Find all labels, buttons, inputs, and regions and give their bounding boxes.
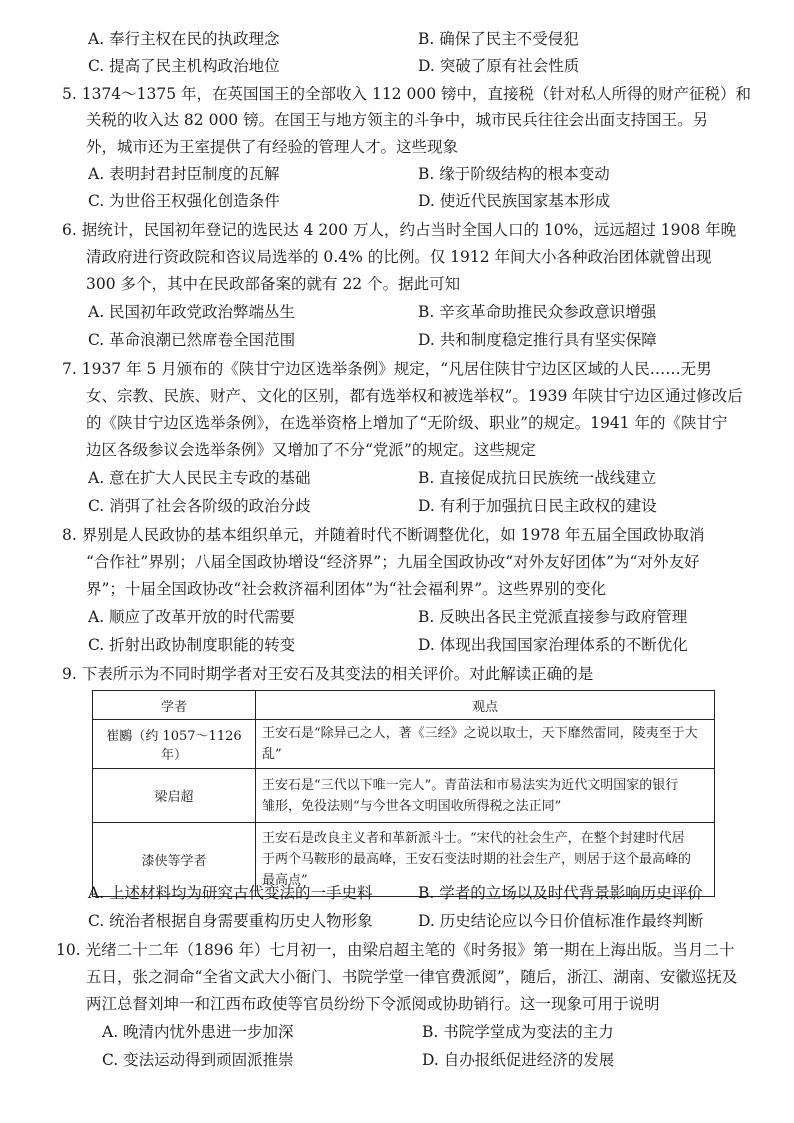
q7-stem-line-2: 女、宗教、民族、财产、文化的区别，都有选举权和被选举权”。1939 年陕甘宁边区通过修改后 bbox=[86, 387, 743, 405]
q4-option-b[interactable]: B. 确保了民主不受侵犯 bbox=[418, 30, 579, 48]
q6-option-a[interactable]: A. 民国初年政党政治弊端丛生 bbox=[88, 303, 296, 321]
q8-option-d[interactable]: D. 体现出我国国家治理体系的不断优化 bbox=[418, 636, 688, 654]
q5-option-d[interactable]: D. 使近代民族国家基本形成 bbox=[418, 192, 611, 210]
q6-stem-line-3: 300 多个，其中在民政部备案的就有 22 个。据此可知 bbox=[86, 275, 461, 293]
q5-stem-line-1: 5. 1374～1375 年，在英国国王的全部收入 112 000 镑中，直接税（针对私人所得的财产征税）和 bbox=[62, 85, 751, 103]
q10-option-a[interactable]: A. 晚清内忧外患进一步加深 bbox=[102, 1023, 294, 1041]
q6-option-d[interactable]: D. 共和制度稳定推行具有坚实保障 bbox=[418, 331, 657, 349]
q9-option-a[interactable]: A. 上述材料均为研究古代变法的一手史料 bbox=[88, 884, 373, 902]
view-line: 最高点” bbox=[262, 873, 308, 888]
q8-option-b[interactable]: B. 反映出各民主党派直接参与政府管理 bbox=[418, 608, 688, 626]
view-line: 王安石是改良主义者和革新派斗士。“宋代的社会生产，在整个封建时代居 bbox=[262, 831, 685, 846]
q10-option-d[interactable]: D. 自办报纸促进经济的发展 bbox=[422, 1051, 615, 1069]
table-header-scholar: 学者 bbox=[93, 691, 256, 720]
q8-option-c[interactable]: C. 折射出政协制度职能的转变 bbox=[88, 636, 296, 654]
q4-option-c[interactable]: C. 提高了民主机构政治地位 bbox=[88, 57, 280, 75]
q9-stem: 9. 下表所示为不同时期学者对王安石及其变法的相关评价。对此解读正确的是 bbox=[62, 665, 594, 683]
q10-option-c[interactable]: C. 变法运动得到顽固派推崇 bbox=[102, 1051, 294, 1069]
q9-option-b[interactable]: B. 学者的立场以及时代背景影响历史评价 bbox=[418, 884, 703, 902]
q10-option-b[interactable]: B. 书院学堂成为变法的主力 bbox=[422, 1023, 614, 1041]
q7-option-a[interactable]: A. 意在扩大人民民主专政的基础 bbox=[88, 469, 311, 487]
q7-stem-line-4: 边区各级参议会选举条例》又增加了不分“党派”的规定。这些规定 bbox=[86, 441, 536, 459]
scholar-views-table bbox=[92, 690, 715, 897]
scholar-cell: 漆侠等学者 bbox=[93, 823, 256, 897]
q10-stem-line-2: 五日，张之洞命“全省文武大小衙门、书院学堂一律官费派阅”，随后，浙江、湖南、安徽巡抚及 bbox=[86, 968, 738, 986]
q5-stem-line-2: 关税的收入达 82 000 镑。在国王与地方领主的斗争中，城市民兵往往会出面支持国王。另 bbox=[86, 111, 709, 129]
q8-stem-line-1: 8. 界别是人民政协的基本组织单元，并随着时代不断调整优化，如 1978 年五届全国政协取消 bbox=[62, 526, 705, 544]
q7-stem-line-1: 7. 1937 年 5 月颁布的《陕甘宁边区选举条例》规定，“凡居住陕甘宁边区区域的人民……无男 bbox=[62, 360, 712, 378]
view-line: 王安石是“三代以下唯一完人”。青苗法和市易法实为近代文明国家的银行 bbox=[262, 777, 679, 793]
view-cell bbox=[256, 720, 715, 769]
q6-stem-line-2: 清政府进行资政院和咨议局选举的 0.4% 的比例。仅 1912 年间大小各种政治团体就曾出现 bbox=[86, 248, 712, 266]
q4-option-d[interactable]: D. 突破了原有社会性质 bbox=[418, 57, 580, 75]
q10-stem-line-1: 10. 光绪二十二年（1896 年）七月初一，由梁启超主笔的《时务报》第一期在上海出版。当月二十 bbox=[56, 941, 735, 959]
q6-option-c[interactable]: C. 革命浪潮已然席卷全国范围 bbox=[88, 331, 296, 349]
scholar-cell: 梁启超 bbox=[93, 769, 256, 823]
q10-stem-line-3: 两江总督刘坤一和江西布政使等官员纷纷下令派阅或协助销行。这一现象可用于说明 bbox=[86, 995, 660, 1013]
q9-option-d[interactable]: D. 历史结论应以今日价值标准作最终判断 bbox=[418, 912, 704, 930]
q9-option-c[interactable]: C. 统治者根据自身需要重构历史人物形象 bbox=[88, 912, 373, 930]
q5-option-a[interactable]: A. 表明封君封臣制度的瓦解 bbox=[88, 165, 280, 183]
q6-option-b[interactable]: B. 辛亥革命助推民众参政意识增强 bbox=[418, 303, 657, 321]
q8-stem-line-3: 界”；十届全国政协改“社会救济福利团体”为“社会福利界”。这些界别的变化 bbox=[86, 580, 607, 598]
q7-option-c[interactable]: C. 消弭了社会各阶级的政治分歧 bbox=[88, 497, 311, 515]
view-cell bbox=[256, 769, 715, 823]
q8-stem-line-2: “合作社”界别；八届全国政协增设“经济界”；九届全国政协改“对外友好团体”为“对外友好 bbox=[86, 553, 700, 571]
q4-option-a[interactable]: A. 奉行主权在民的执政理念 bbox=[88, 30, 280, 48]
table-header-view: 观点 bbox=[256, 691, 715, 720]
q7-stem-line-3: 的《陕甘宁边区选举条例》，在选举资格上增加了“无阶级、职业”的规定。1941 年的《陕甘宁 bbox=[86, 414, 728, 432]
table-row bbox=[93, 720, 715, 769]
q5-stem-line-3: 外，城市还为王室提供了有经验的管理人才。这些现象 bbox=[86, 138, 459, 156]
table-row bbox=[93, 769, 715, 823]
q5-option-c[interactable]: C. 为世俗王权强化创造条件 bbox=[88, 192, 280, 210]
q5-option-b[interactable]: B. 缘于阶级结构的根本变动 bbox=[418, 165, 610, 183]
q7-option-b[interactable]: B. 直接促成抗日民族统一战线建立 bbox=[418, 469, 657, 487]
scholar-cell: 崔鶠（约 1057～1126 年） bbox=[93, 720, 256, 769]
view-line: 雏形，免役法则“与今世各文明国收所得税之法正同” bbox=[262, 798, 562, 814]
view-line: 王安石是“除异己之人，著《三经》之说以取士，天下靡然雷同，陵夷至于大乱” bbox=[262, 726, 698, 762]
table-header-row bbox=[93, 691, 715, 720]
q8-option-a[interactable]: A. 顺应了改革开放的时代需要 bbox=[88, 608, 296, 626]
q7-option-d[interactable]: D. 有利于加强抗日民主政权的建设 bbox=[418, 497, 657, 515]
view-line: 于两个马鞍形的最高峰，王安石变法时期的社会生产，则居于这个最高峰的 bbox=[262, 852, 692, 867]
q6-stem-line-1: 6. 据统计，民国初年登记的选民达 4 200 万人，约占当时全国人口的 10%，远远超过 1908 年晚 bbox=[62, 221, 737, 239]
